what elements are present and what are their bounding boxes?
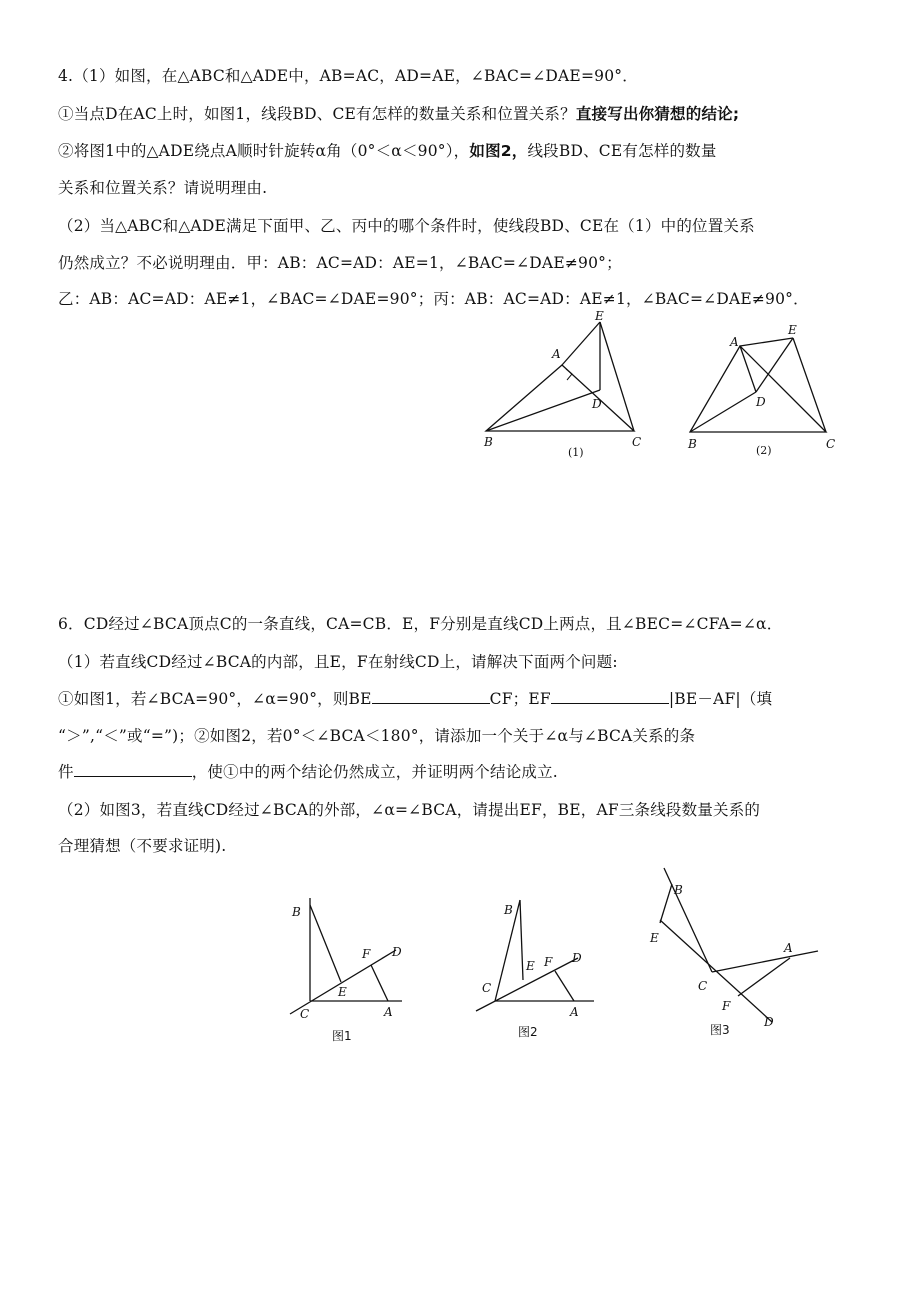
q4-figure-1: [483, 309, 641, 459]
q6-fig3-label-d: D: [764, 1015, 774, 1029]
q6-line-4: “＞”,“＜”或“=”)；②如图2，若0°＜∠BCA＜180°，请添加一个关于∠α与∠BCA关系的条: [58, 727, 696, 745]
q4-line-5: （2）当△ABC和△ADE满足下面甲、乙、丙中的哪个条件时，使线段BD、CE在（1）中的位置关系: [58, 217, 755, 235]
q4-line-7: 乙：AB：AC=AD：AE≠1，∠BAC=∠DAE=90°；丙：AB：AC=AD：AE≠1，∠BAC=∠DAE≠90°．: [58, 290, 809, 308]
q6-figure-1: [290, 898, 402, 1043]
q4-line-1: 4.（1）如图，在△ABC和△ADE中，AB=AC，AD=AE，∠BAC=∠DAE=90°．: [58, 67, 638, 85]
q4-fig2-caption: (2): [756, 444, 772, 457]
q4-fig2-segment-bd: [690, 392, 756, 432]
q6-fig2-label-b: B: [504, 903, 513, 917]
q6-line-3-a: ①如图1，若∠BCA=90°，∠α=90°，则BE: [58, 690, 372, 708]
q4-line-2-bold: 直接写出你猜想的结论;: [575, 105, 740, 123]
q6-line-7: 合理猜想（不要求证明).: [58, 837, 227, 855]
q4-fig1-label-a: A: [552, 347, 561, 361]
q6-fig3-caption: 图3: [710, 1023, 730, 1037]
q6-fig3-label-c: C: [698, 979, 708, 993]
q6-line-5-a: 件: [58, 763, 74, 781]
q6-fig2-label-e: E: [526, 959, 535, 973]
q4-fig2-label-a: A: [730, 335, 739, 349]
q6-fig1-segment-fa: [371, 965, 388, 1001]
q6-line-3-b: CF；EF: [489, 690, 551, 708]
q4-line-3-tail: 线段BD、CE有怎样的数量: [527, 142, 717, 160]
q6-fig3-segment-be: [660, 884, 672, 923]
q6-fig1-label-c: C: [300, 1007, 310, 1021]
q6-fig1-caption: 图1: [332, 1029, 352, 1043]
q6-line-6: （2）如图3，若直线CD经过∠BCA的外部，∠α=∠BCA，请提出EF，BE，AF三条线段数量关系的: [58, 801, 761, 819]
q6-fig2-label-f: F: [544, 955, 553, 969]
q6-fig2-segment-be: [520, 900, 523, 980]
q6-fig1-label-f: F: [362, 947, 371, 961]
q6-figure-3: [649, 868, 818, 1037]
q6-fig3-segment-cb: [664, 868, 712, 972]
q4-fig2-segment-ad: [740, 346, 756, 392]
q4-fig2-segment-ed: [756, 338, 793, 392]
q4-figure-2: [687, 323, 835, 457]
q6-fig1-label-d: D: [392, 945, 402, 959]
q6-fig3-segment-af: [738, 958, 790, 996]
q4-fig2-label-c: C: [826, 437, 836, 451]
q4-line-6: 仍然成立？不必说明理由．甲：AB：AC=AD：AE=1，∠BAC=∠DAE≠90°；: [58, 254, 622, 272]
q4-fig2-segment-ae: [740, 338, 793, 346]
q4-fig1-label-c: C: [632, 435, 642, 449]
q6-fig2-segment-fa: [555, 971, 574, 1001]
q6-fig1-segment-be: [310, 905, 341, 982]
q4-fig1-segment-bd: [486, 390, 600, 431]
q6-fig2-label-a: A: [570, 1005, 579, 1019]
q4-fig2-label-e: E: [788, 323, 797, 337]
q6-line-5-b: ，使①中的两个结论仍然成立，并证明两个结论成立.: [191, 763, 558, 781]
q6-fig2-label-d: D: [572, 951, 582, 965]
q6-line-1: 6．CD经过∠BCA顶点C的一条直线，CA=CB．E，F分别是直线CD上两点，且∠BEC=∠CFA=∠α．: [58, 615, 783, 633]
q6-line-2: （1）若直线CD经过∠BCA的内部，且E，F在射线CD上，请解决下面两个问题:: [58, 653, 618, 671]
q4-fig1-label-e: E: [595, 309, 604, 323]
q4-fig2-label-b: B: [688, 437, 697, 451]
q6-fig2-caption: 图2: [518, 1025, 538, 1039]
q6-fig1-label-b: B: [292, 905, 301, 919]
q4-fig1-label-d: D: [592, 397, 602, 411]
q4-fig1-caption: (1): [568, 446, 584, 459]
q4-fig2-segment-ec: [793, 338, 826, 432]
q6-fig1-label-e: E: [338, 985, 347, 999]
q6-fig3-label-a: A: [784, 941, 793, 955]
q4-line-3-text: ②将图1中的△ADE绕点A顺时针旋转α角（0°＜α＜90°），: [58, 142, 470, 160]
q4-fig2-label-d: D: [756, 395, 766, 409]
q6-figure-2: [476, 900, 594, 1039]
q6-fig2-label-c: C: [482, 981, 492, 995]
q6-fig3-label-b: B: [674, 883, 683, 897]
q6-line-3-c: |BE－AF|（填: [668, 690, 773, 708]
q6-fig3-label-e: E: [650, 931, 659, 945]
q4-fig1-label-b: B: [484, 435, 493, 449]
q4-line-4: 关系和位置关系？请说明理由.: [58, 179, 268, 197]
q4-fig1-triangle-abc: [486, 365, 634, 431]
q4-fig1-segment-ae: [562, 322, 600, 365]
q4-line-2-text: ①当点D在AC上时，如图1，线段BD、CE有怎样的数量关系和位置关系？: [58, 105, 576, 123]
q4-line-3-bold: 如图2，: [469, 142, 528, 160]
q6-fig3-segment-ca: [712, 951, 818, 972]
q6-fig1-label-a: A: [384, 1005, 393, 1019]
q6-fig1-line-cd: [290, 950, 396, 1014]
q6-fig3-label-f: F: [722, 999, 731, 1013]
